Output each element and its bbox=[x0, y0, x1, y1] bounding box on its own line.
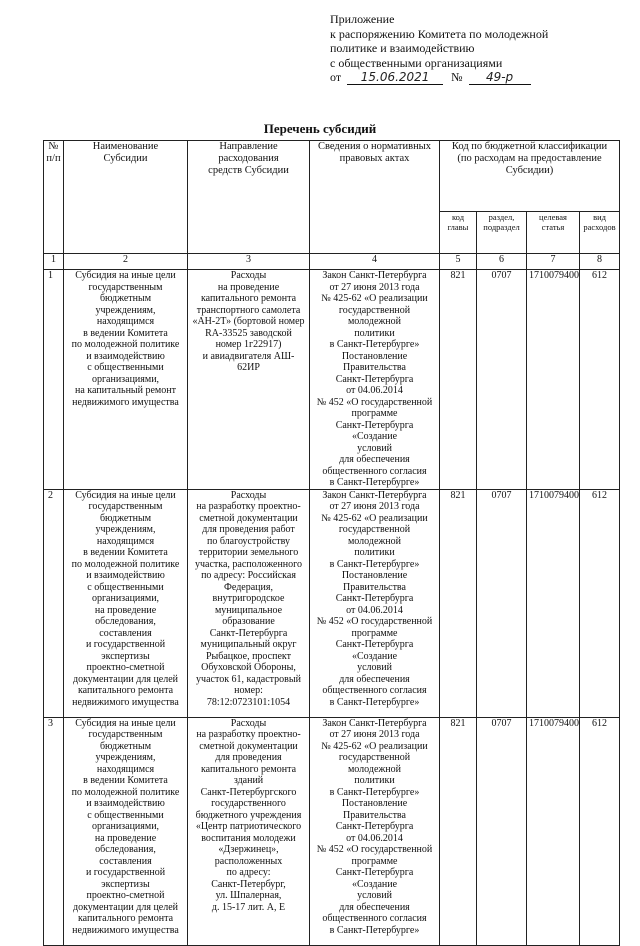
header-name: Наименование Субсидии bbox=[64, 141, 188, 254]
header-kod-glavy: код главы bbox=[440, 212, 477, 254]
column-number: 8 bbox=[580, 254, 620, 270]
column-number: 3 bbox=[188, 254, 310, 270]
row-acts: Закон Санкт-Петербурга от 27 июня 2013 года № 425-62 «О реализации государственной молодежной политики в Санкт-Петербурге» Постановление Правительства Санкт-Петербурга от 04.06.2014 № 452 «О государственной программе Санкт-Петербурга «Создание условий для обеспечения общественного согласия в Санкт-Петербурге» bbox=[310, 489, 440, 717]
row-vid: 612 bbox=[580, 489, 620, 717]
table-row bbox=[44, 270, 620, 490]
order-reference bbox=[330, 70, 630, 85]
row-acts: Закон Санкт-Петербурга от 27 июня 2013 года № 425-62 «О реализации государственной молодежной политики в Санкт-Петербурге» Постановление Правительства Санкт-Петербурга от 04.06.2014 № 452 «О государственной программе Санкт-Петербурга «Создание условий для обеспечения общественного согласия в Санкт-Петербурге» bbox=[310, 270, 440, 490]
header-vid: вид расходов bbox=[580, 212, 620, 254]
header-razdel: раздел, подраздел bbox=[477, 212, 527, 254]
header-num: № п/п bbox=[44, 141, 64, 254]
row-num: 1 bbox=[44, 270, 64, 490]
appendix-header bbox=[330, 12, 630, 85]
row-razdel: 0707 bbox=[477, 717, 527, 945]
row-name: Субсидия на иные цели государственным бюджетным учреждениям, находящимся в ведении Комитета по молодежной политике и взаимодействию с общественными организациями, на проведение обследования, составления и государственной экспертизы проектно-сметной документации для целей капитального ремонта недвижимого имущества bbox=[64, 489, 188, 717]
header-acts: Сведения о нормативных правовых актах bbox=[310, 141, 440, 254]
row-statya: 1710079400 bbox=[527, 489, 580, 717]
row-kod: 821 bbox=[440, 717, 477, 945]
handwritten-number: 49-р bbox=[469, 71, 531, 85]
row-name: Субсидия на иные цели государственным бюджетным учреждениям, находящимся в ведении Комитета по молодежной политике и взаимодействию с общественными организациями, на проведение обследования, составления и государственной экспертизы проектно-сметной документации для целей капитального ремонта недвижимого имущества bbox=[64, 717, 188, 945]
column-number: 6 bbox=[477, 254, 527, 270]
row-direction: Расходы на проведение капитального ремонта транспортного самолета «АН-2Т» (бортовой номер RA-33525 заводской номер 1г22917) и авиадвигателя АШ- 62ИР bbox=[188, 270, 310, 490]
row-direction: Расходы на разработку проектно- сметной документации для проведения капитального ремонта зданий Санкт-Петербургского государственного бюджетного учреждения «Центр патриотического воспитания молодежи «Дзержинец», расположенных по адресу: Санкт-Петербург, ул. Шпалерная, д. 15-17 лит. А, Е bbox=[188, 717, 310, 945]
row-vid: 612 bbox=[580, 270, 620, 490]
header-statya: целевая статья bbox=[527, 212, 580, 254]
subsidies-table bbox=[43, 140, 620, 946]
header-direction: Направление расходования средств Субсидии bbox=[188, 141, 310, 254]
handwritten-date: 15.06.2021 bbox=[347, 71, 443, 85]
header-code-group: Код по бюджетной классификации (по расходам на предоставление Субсидии) bbox=[440, 141, 620, 212]
row-kod: 821 bbox=[440, 489, 477, 717]
row-direction: Расходы на разработку проектно- сметной документации для проведения работ по благоустройству территории земельного участка, расположенного по адресу: Российская Федерация, внутригородское муниципальное образование Санкт-Петербурга муниципальный округ Рыбацкое, проспект Обуховской Обороны, участок 61, кадастровый номер: 78:12:0723101:1054 bbox=[188, 489, 310, 717]
row-statya: 1710079400 bbox=[527, 717, 580, 945]
appendix-line-1: Приложение bbox=[330, 12, 395, 26]
appendix-line-4: с общественными организациями bbox=[330, 55, 503, 70]
row-num: 2 bbox=[44, 489, 64, 717]
column-number: 2 bbox=[64, 254, 188, 270]
row-razdel: 0707 bbox=[477, 270, 527, 490]
appendix-line-3: политике и взаимодействию bbox=[330, 41, 475, 55]
column-numbers-row bbox=[44, 254, 620, 270]
row-acts: Закон Санкт-Петербурга от 27 июня 2013 года № 425-62 «О реализации государственной молодежной политики в Санкт-Петербурге» Постановление Правительства Санкт-Петербурга от 04.06.2014 № 452 «О государственной программе Санкт-Петербурга «Создание условий для обеспечения общественного согласия в Санкт-Петербурге» bbox=[310, 717, 440, 945]
appendix-line-2: к распоряжению Комитета по молодежной bbox=[330, 26, 549, 41]
row-razdel: 0707 bbox=[477, 489, 527, 717]
column-number: 4 bbox=[310, 254, 440, 270]
column-number: 5 bbox=[440, 254, 477, 270]
header-row bbox=[44, 141, 620, 212]
number-label: № bbox=[451, 70, 463, 84]
row-statya: 1710079400 bbox=[527, 270, 580, 490]
table-row bbox=[44, 489, 620, 717]
row-vid: 612 bbox=[580, 717, 620, 945]
column-number: 1 bbox=[44, 254, 64, 270]
column-number: 7 bbox=[527, 254, 580, 270]
row-num: 3 bbox=[44, 717, 64, 945]
row-name: Субсидия на иные цели государственным бюджетным учреждениям, находящимся в ведении Комитета по молодежной политике и взаимодействию с общественными организациями, на капитальный ремонт недвижимого имущества bbox=[64, 270, 188, 490]
row-kod: 821 bbox=[440, 270, 477, 490]
from-label: от bbox=[330, 70, 342, 84]
page-title: Перечень субсидий bbox=[263, 121, 377, 136]
table-row bbox=[44, 717, 620, 945]
